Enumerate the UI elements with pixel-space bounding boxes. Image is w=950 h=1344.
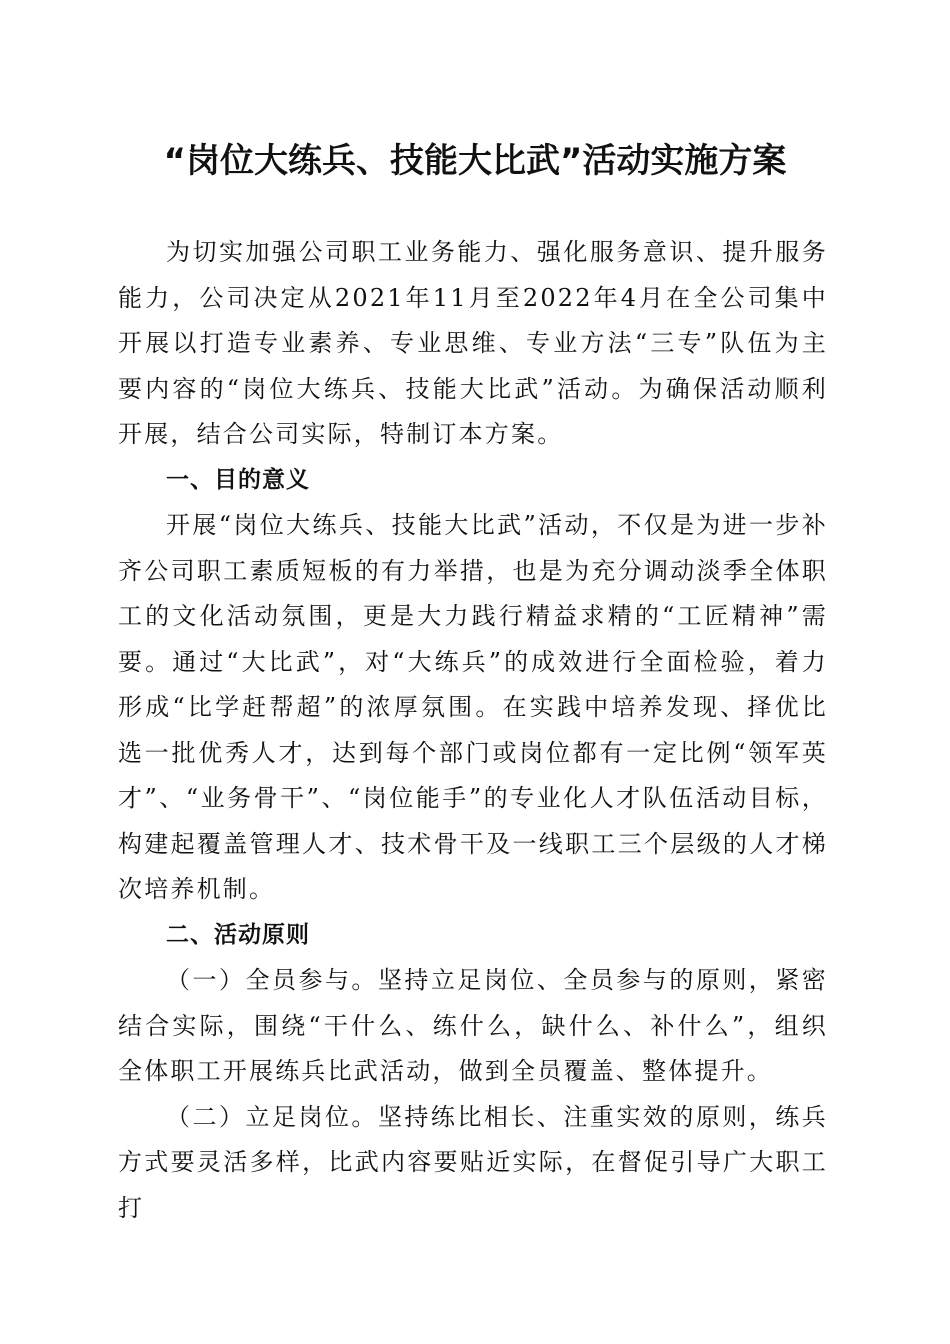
principle-item-1-label: （一）全员参与。 [166, 966, 378, 994]
section-heading-principles: 二、活动原则 [166, 921, 310, 948]
principle-item-2 [118, 1095, 828, 1232]
purpose-paragraph: 开展“岗位大练兵、技能大比武”活动，不仅是为进一步补齐公司职工素质短板的有力举措，也是为充分调动淡季全体职工的文化活动氛围，更是大力践行精益求精的“工匠精神”需要。通过“大比武”，对“大练兵”的成效进行全面检验，着力形成“比学赶帮超”的浓厚氛围。在实践中培养发现、择优比选一批优秀人才，达到每个部门或岗位都有一定比例“领军英才”、“业务骨干”、“岗位能手”的专业化人才队伍活动目标，构建起覆盖管理人才、技术骨干及一线职工三个层级的人才梯次培养机制。 [118, 511, 828, 903]
section-heading-purpose: 一、目的意义 [166, 466, 310, 493]
principle-item-2-label: （二）立足岗位。 [166, 1102, 378, 1131]
principle-item-1-text: 坚持立足岗位、全员参与的原则，紧密结合实际，围绕“干什么、练什么，缺什么、补什么”，组织全体职工开展练兵比武活动，做到全员覆盖、整体提升。 [118, 966, 828, 1085]
principle-item-2-text: 坚持练比相长、注重实效的原则，练兵方式要灵活多样，比武内容要贴近实际，在督促引导广大职工打 [118, 1102, 828, 1222]
document-body [118, 230, 828, 1231]
intro-paragraph: 为切实加强公司职工业务能力、强化服务意识、提升服务能力，公司决定从2021年11月至2022年4月在全公司集中开展以打造专业素养、专业思维、专业方法“三专”队伍为主要内容的“岗位大练兵、技能大比武”活动。为确保活动顺利开展，结合公司实际，特制订本方案。 [118, 238, 828, 448]
principle-item-1 [118, 958, 828, 1095]
document-title: “岗位大练兵、技能大比武”活动实施方案 [163, 141, 787, 181]
